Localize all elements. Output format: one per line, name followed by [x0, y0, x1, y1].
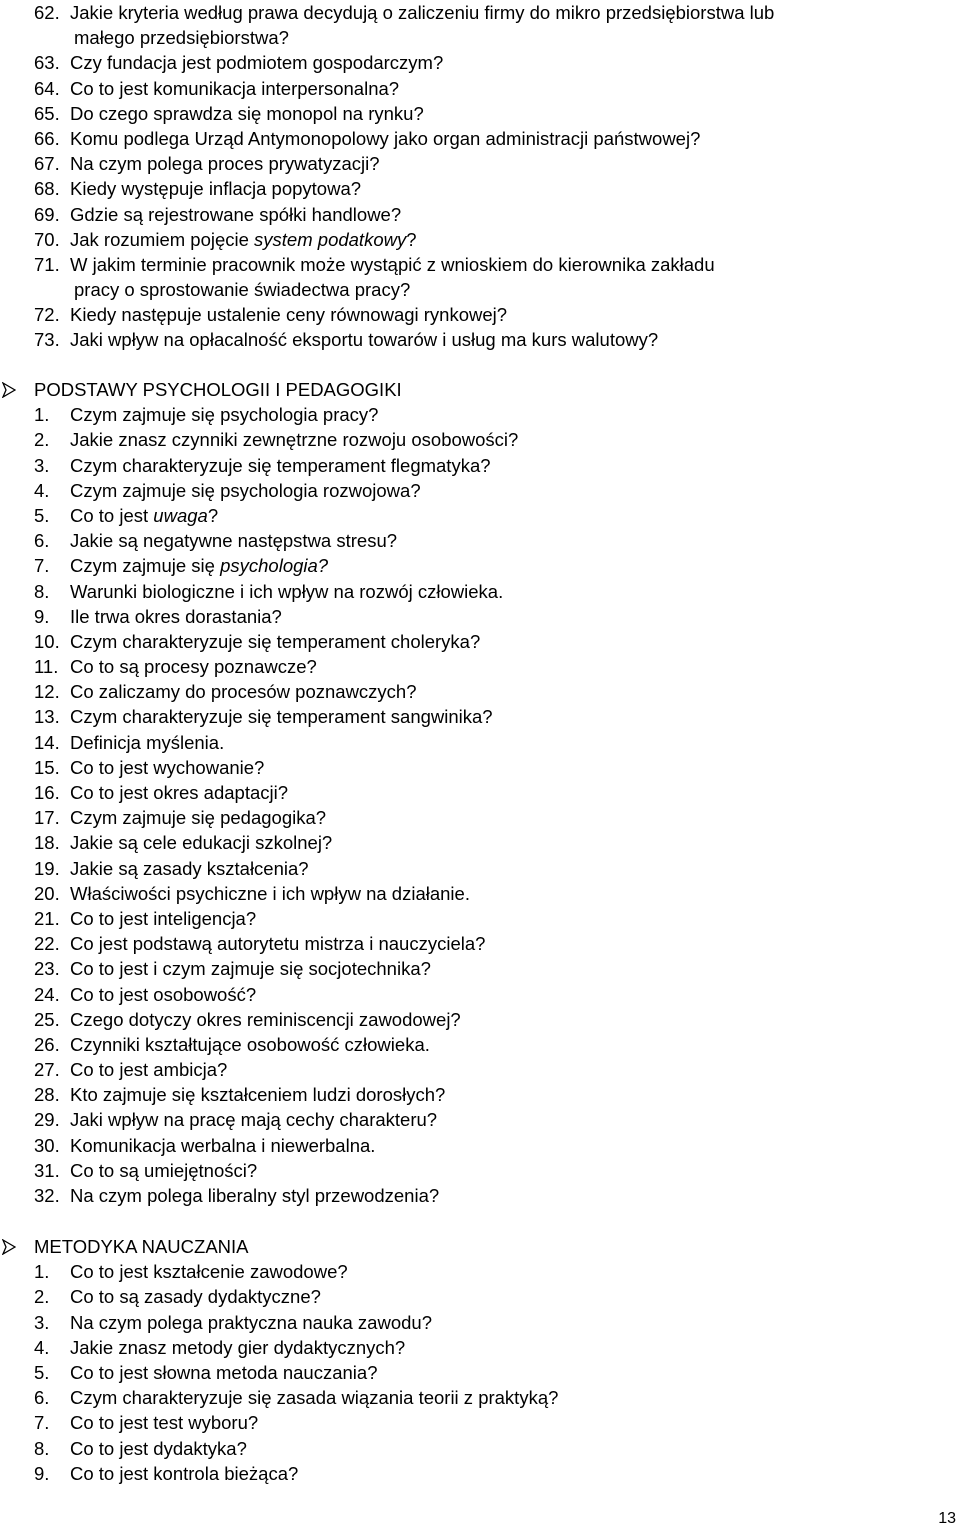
item-text-italic: psychologia? — [220, 555, 329, 577]
item-text-plain: ? — [207, 504, 219, 526]
list-item — [34, 1082, 940, 1107]
item-number: 64. — [34, 77, 60, 99]
item-text: Jaki wpływ na pracę mają cechy charakteru? — [70, 1109, 438, 1131]
item-number: 27. — [34, 1059, 60, 1081]
list-item — [34, 76, 944, 101]
item-number: 6. — [34, 530, 50, 552]
item-text: Jakie są zasady kształcenia? — [70, 857, 309, 879]
item-number: 29. — [34, 1109, 60, 1131]
list-item — [34, 1032, 940, 1057]
item-text: Definicja myślenia. — [70, 731, 225, 753]
item-number: 71. — [34, 253, 60, 275]
item-text: Co to jest osobowość? — [70, 983, 257, 1005]
item-text: Jaki wpływ na opłacalność eksportu towarów i usług ma kurs walutowy? — [70, 329, 659, 351]
item-number: 10. — [34, 630, 60, 652]
item-number: 25. — [34, 1008, 60, 1030]
question-list-metodyka — [0, 1259, 940, 1486]
item-number: 4. — [34, 479, 50, 501]
item-number: 21. — [34, 907, 60, 929]
list-item — [34, 176, 944, 201]
item-text — [70, 553, 940, 578]
list-item — [34, 679, 940, 704]
item-text: Kiedy występuje inflacja popytowa? — [70, 178, 362, 200]
item-text: Co to są procesy poznawcze? — [70, 656, 317, 678]
item-number: 32. — [34, 1185, 60, 1206]
item-text-plain: Co to jest — [70, 504, 154, 526]
item-number: 63. — [34, 52, 60, 74]
item-text: Co to jest słowna metoda nauczania? — [70, 1361, 378, 1383]
item-number: 9. — [34, 1462, 50, 1484]
item-text: Czym charakteryzuje się temperament choleryka? — [70, 630, 481, 652]
item-text: Co to jest ambicja? — [70, 1059, 228, 1081]
list-item — [34, 0, 944, 25]
item-text: Do czego sprawdza się monopol na rynku? — [70, 102, 424, 124]
list-item — [34, 881, 940, 906]
item-text — [70, 503, 940, 528]
list-item — [34, 604, 940, 629]
item-text: Co to jest inteligencja? — [70, 907, 257, 929]
item-text: Gdzie są rejestrowane spółki handlowe? — [70, 203, 402, 225]
item-number: 16. — [34, 782, 60, 803]
item-text-continuation: pracy o sprostowanie świadectwa pracy? — [74, 279, 411, 301]
item-text: Właściwości psychiczne i ich wpływ na działanie. — [70, 882, 470, 904]
section-title: METODYKA NAUCZANIA — [34, 1236, 249, 1257]
item-text: Co to jest okres adaptacji? — [70, 782, 289, 803]
list-item — [34, 1310, 940, 1335]
list-item — [34, 427, 940, 452]
item-number: 4. — [34, 1336, 50, 1358]
item-number: 19. — [34, 857, 60, 879]
item-text-plain: ? — [406, 228, 417, 250]
item-number: 6. — [34, 1387, 50, 1409]
list-item — [34, 1385, 940, 1410]
item-text: Jakie kryteria według prawa decydują o zaliczeniu firmy do mikro przedsiębiorstwa lub — [70, 2, 775, 23]
list-item — [34, 1183, 940, 1208]
list-item — [34, 1360, 940, 1385]
list-item — [34, 1436, 940, 1461]
item-text: Co to są umiejętności? — [70, 1159, 258, 1181]
list-item — [34, 982, 940, 1007]
item-text: Czynniki kształtujące osobowość człowieka. — [70, 1033, 430, 1055]
list-item — [34, 956, 940, 981]
item-number: 1. — [34, 1261, 50, 1283]
item-text: Co to są zasady dydaktyczne? — [70, 1286, 321, 1308]
item-text: Ile trwa okres dorastania? — [70, 605, 282, 627]
item-text: Na czym polega proces prywatyzacji? — [70, 153, 380, 175]
item-text: Na czym polega liberalny styl przewodzenia? — [70, 1185, 440, 1206]
list-item — [34, 528, 940, 553]
item-text: Czym zajmuje się pedagogika? — [70, 807, 327, 829]
item-number: 8. — [34, 1437, 50, 1459]
list-item — [34, 1007, 940, 1032]
item-text: Jakie znasz metody gier dydaktycznych? — [70, 1336, 406, 1358]
item-text: Czym zajmuje się psychologia pracy? — [70, 404, 379, 426]
item-text: Co to jest komunikacja interpersonalna? — [70, 77, 400, 99]
page-number: 13 — [938, 1510, 956, 1527]
arrow-bullet-icon — [0, 382, 34, 398]
item-number: 5. — [34, 504, 50, 526]
item-text: Co to jest kontrola bieżąca? — [70, 1462, 299, 1484]
list-item — [34, 227, 944, 252]
list-item — [34, 1057, 940, 1082]
item-number: 22. — [34, 933, 60, 955]
item-number: 14. — [34, 731, 60, 753]
list-item — [34, 1335, 940, 1360]
item-number: 18. — [34, 832, 60, 854]
item-text: Czym zajmuje się psychologia rozwojowa? — [70, 479, 421, 501]
item-number: 70. — [34, 228, 60, 250]
item-number: 11. — [34, 656, 59, 678]
item-text: Co to jest i czym zajmuje się socjotechnika? — [70, 958, 431, 980]
section-metodyka — [0, 1234, 940, 1486]
item-text: Co zaliczamy do procesów poznawczych? — [70, 681, 417, 703]
list-item — [34, 202, 944, 227]
question-list-top — [34, 0, 944, 353]
item-number: 7. — [34, 1412, 50, 1434]
list-item — [34, 1259, 940, 1284]
list-item — [34, 579, 940, 604]
list-item — [34, 629, 940, 654]
item-number: 30. — [34, 1134, 60, 1156]
item-text: Co to jest kształcenie zawodowe? — [70, 1261, 348, 1283]
list-item — [34, 755, 940, 780]
item-number: 65. — [34, 102, 60, 124]
item-number: 2. — [34, 429, 50, 451]
item-text: Co jest podstawą autorytetu mistrza i nauczyciela? — [70, 933, 486, 955]
item-number: 20. — [34, 882, 60, 904]
item-text: Komunikacja werbalna i niewerbalna. — [70, 1134, 376, 1156]
item-number: 67. — [34, 153, 60, 175]
section-heading — [0, 377, 940, 402]
section-psychology — [0, 377, 940, 1208]
list-item — [34, 126, 944, 151]
item-text — [70, 227, 944, 252]
list-item — [34, 50, 944, 75]
list-item — [34, 931, 940, 956]
list-item — [34, 1133, 940, 1158]
item-text: Kto zajmuje się kształceniem ludzi dorosłych? — [70, 1084, 446, 1106]
item-number: 5. — [34, 1361, 50, 1383]
list-item — [34, 503, 940, 528]
item-number: 1. — [34, 404, 50, 426]
item-text: Jakie znasz czynniki zewnętrzne rozwoju osobowości? — [70, 429, 519, 451]
list-item — [34, 453, 940, 478]
item-text: Jakie są cele edukacji szkolnej? — [70, 832, 333, 854]
item-text: Co to jest test wyboru? — [70, 1412, 259, 1434]
item-text-continuation: małego przedsiębiorstwa? — [74, 27, 289, 49]
item-number: 31. — [34, 1159, 60, 1181]
list-item — [34, 101, 944, 126]
item-number: 3. — [34, 1311, 50, 1333]
question-list-psychology — [0, 402, 940, 1208]
item-number: 23. — [34, 958, 60, 980]
item-number: 28. — [34, 1084, 60, 1106]
item-number: 68. — [34, 178, 60, 200]
item-text: Jakie są negatywne następstwa stresu? — [70, 530, 398, 552]
list-item — [34, 906, 940, 931]
list-item — [34, 302, 944, 327]
item-text: Co to jest wychowanie? — [70, 756, 265, 778]
item-number: 15. — [34, 756, 60, 778]
item-number: 26. — [34, 1033, 60, 1055]
item-number: 13. — [34, 706, 60, 728]
item-number: 24. — [34, 983, 60, 1005]
list-item — [34, 1461, 940, 1486]
item-text: Warunki biologiczne i ich wpływ na rozwój człowieka. — [70, 580, 504, 602]
section-heading — [0, 1234, 940, 1259]
list-item — [34, 478, 940, 503]
list-item — [34, 327, 944, 352]
list-item — [34, 151, 944, 176]
item-number: 69. — [34, 203, 60, 225]
item-number: 12. — [34, 681, 60, 703]
item-number: 7. — [34, 555, 50, 577]
list-item — [34, 704, 940, 729]
arrow-bullet-icon — [0, 1239, 34, 1255]
item-text: Komu podlega Urząd Antymonopolowy jako organ administracji państwowej? — [70, 127, 701, 149]
item-number: 66. — [34, 127, 60, 149]
item-text-plain: Jak rozumiem pojęcie — [70, 228, 255, 250]
item-text: Czym charakteryzuje się temperament flegmatyka? — [70, 454, 491, 476]
item-number: 9. — [34, 605, 50, 627]
list-item — [34, 730, 940, 755]
item-text-plain: Czym zajmuje się — [70, 555, 221, 577]
list-item — [34, 805, 940, 830]
list-item — [34, 830, 940, 855]
item-number: 73. — [34, 329, 60, 351]
list-item — [34, 780, 940, 805]
item-number: 62. — [34, 2, 60, 23]
list-item — [34, 654, 940, 679]
list-item — [34, 1158, 940, 1183]
item-text: Czy fundacja jest podmiotem gospodarczym? — [70, 52, 444, 74]
item-text: Kiedy następuje ustalenie ceny równowagi rynkowej? — [70, 304, 508, 326]
item-text: Czym charakteryzuje się zasada wiązania teorii z praktyką? — [70, 1387, 559, 1409]
list-item — [34, 402, 940, 427]
item-text: Czym charakteryzuje się temperament sangwinika? — [70, 706, 493, 728]
list-item — [34, 1410, 940, 1435]
item-number: 72. — [34, 304, 60, 326]
list-item — [34, 252, 944, 277]
item-text: W jakim terminie pracownik może wystąpić z wnioskiem do kierownika zakładu — [70, 253, 715, 275]
section-title: PODSTAWY PSYCHOLOGII I PEDAGOGIKI — [34, 379, 402, 400]
item-text-italic: system podatkowy — [254, 228, 407, 250]
item-text-italic: uwaga — [153, 504, 208, 526]
item-number: 17. — [34, 807, 60, 829]
list-item — [34, 1284, 940, 1309]
item-number: 2. — [34, 1286, 50, 1308]
item-number: 3. — [34, 454, 50, 476]
item-text: Czego dotyczy okres reminiscencji zawodowej? — [70, 1008, 461, 1030]
list-item — [34, 1107, 940, 1132]
item-text: Na czym polega praktyczna nauka zawodu? — [70, 1311, 432, 1333]
list-item — [34, 553, 940, 578]
item-text: Co to jest dydaktyka? — [70, 1437, 247, 1459]
list-item — [34, 856, 940, 881]
item-number: 8. — [34, 580, 50, 602]
